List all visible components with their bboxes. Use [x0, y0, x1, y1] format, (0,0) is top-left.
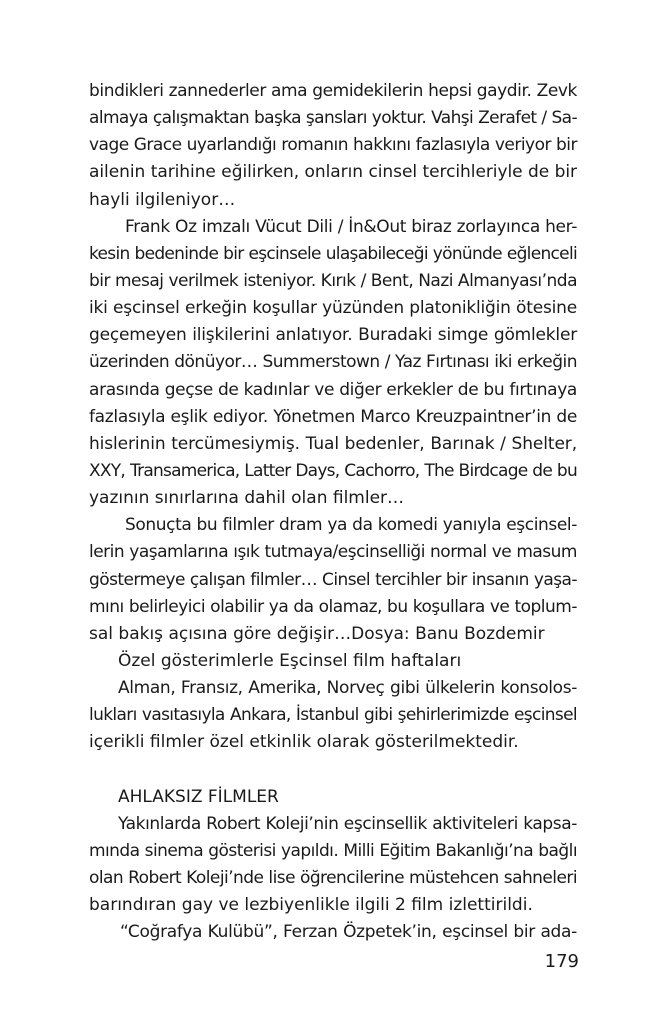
text-line: sal bakış açısına göre değişir…Dosya: Banu Bozdemir: [89, 623, 545, 644]
text-line: “Coğrafya Kulübü”, Ferzan Özpetek’in, eşcinsel bir ada-: [120, 922, 577, 943]
text-line: lukları vasıtasıyla Ankara, İstanbul gibi şehirlerimizde eşcinsel: [89, 705, 577, 726]
text-line: mını belirleyici olabilir ya da olamaz, bu koşullara ve toplum-: [89, 596, 577, 617]
text-line: bindikleri zannederler ama gemidekilerin hepsi gaydir. Zevk: [89, 81, 577, 101]
text-line: bir mesaj verilmek isteniyor. Kırık / Bent, Nazi Almanyası’nda: [89, 270, 577, 291]
text-line: ailenin tarihine eğilirken, onların cinsel tercihleriyle de bir: [89, 162, 577, 183]
body-text: [89, 78, 577, 946]
subheading: Özel gösterimlerle Eşcinsel film haftaları: [118, 650, 462, 671]
text-line: göstermeye çalışan filmler… Cinsel tercihler bir insanın yaşa-: [89, 569, 577, 590]
page-number: 179: [544, 951, 579, 972]
text-line: geçemeyen ilişkilerini anlatıyor. Buradaki simge gömlekler: [89, 325, 577, 346]
text-line: fazlasıyla eşlik ediyor. Yönetmen Marco Kreuzpaintner’in de: [89, 406, 577, 427]
text-line: kesin bedeninde bir eşcinsele ulaşabileceği yönünde eğlenceli: [89, 243, 577, 264]
section-heading: AHLAKSIZ FİLMLER: [118, 786, 279, 807]
text-line: vage Grace uyarlandığı romanın hakkını fazlasıyla veriyor bir: [89, 135, 577, 156]
text-line: olan Robert Koleji’nde lise öğrencilerine müstehcen sahneleri: [89, 867, 577, 888]
text-line: Frank Oz imzalı Vücut Dili / İn&Out biraz zorlayınca her-: [125, 216, 577, 237]
text-line: almaya çalışmaktan başka şansları yoktur. Vahşi Zerafet / Sa-: [89, 108, 577, 129]
text-line: barındıran gay ve lezbiyenlikle ilgili 2 film izlettirildi.: [89, 895, 533, 916]
section-gap: [89, 757, 577, 784]
text-line: mında sinema gösterisi yapıldı. Milli Eğitim Bakanlığı’na bağlı: [89, 840, 577, 861]
text-line: hislerinin tercümesiymiş. Tual bedenler, Barınak / Shelter,: [89, 433, 577, 454]
text-line: Alman, Fransız, Amerika, Norveç gibi ülkelerin konsolos-: [118, 678, 577, 699]
text-line: lerin yaşamlarına ışık tutmaya/eşcinselliği normal ve masum: [89, 542, 577, 563]
text-line: Yakınlarda Robert Koleji’nin eşcinsellik aktiviteleri kapsa-: [118, 813, 577, 834]
text-line: içerikli filmler özel etkinlik olarak gösterilmektedir.: [89, 732, 519, 753]
text-line: üzerinden dönüyor… Summerstown / Yaz Fırtınası iki erkeğin: [89, 352, 577, 373]
text-line: Sonuçta bu filmler dram ya da komedi yanıyla eşcinsel-: [125, 515, 577, 536]
text-line: hayli ilgileniyor…: [89, 189, 236, 210]
text-line: yazının sınırlarına dahil olan filmler…: [89, 488, 405, 509]
text-line: arasında geçse de kadınlar ve diğer erkekler de bu fırtınaya: [89, 379, 577, 400]
text-line: iki eşcinsel erkeğin koşullar yüzünden platonikliğin ötesine: [89, 298, 577, 319]
text-line: XXY, Transamerica, Latter Days, Cachorro, The Birdcage de bu: [89, 460, 577, 481]
